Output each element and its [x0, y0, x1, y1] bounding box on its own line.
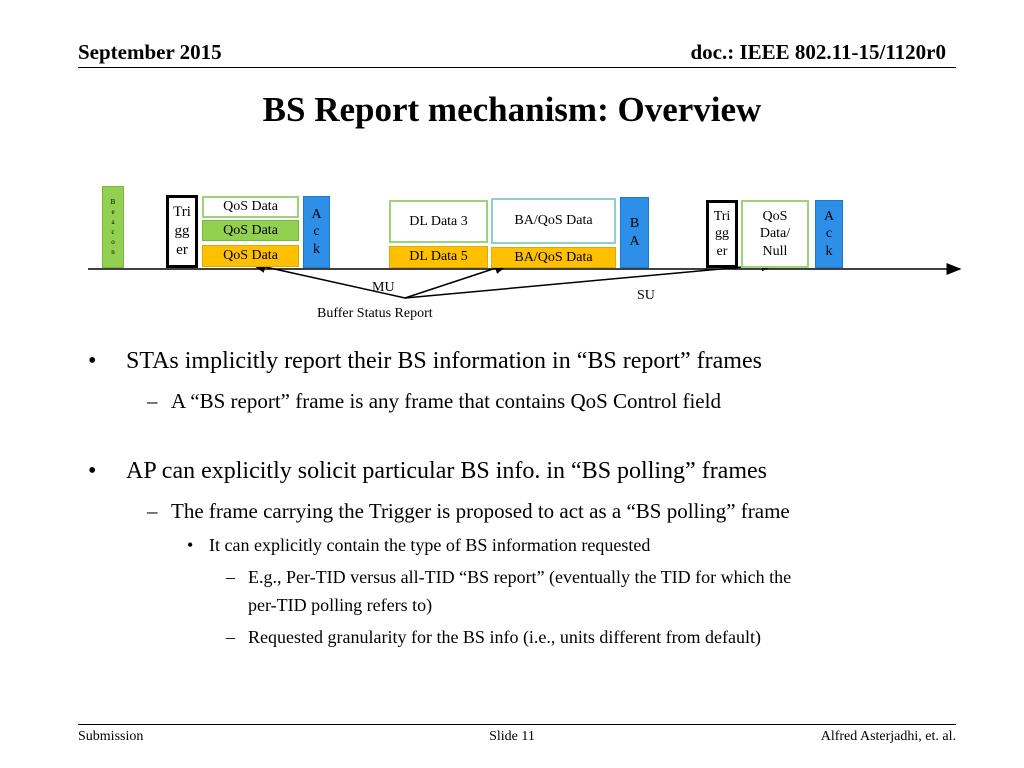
- bullet-dash: –: [226, 567, 235, 587]
- trigger-text: Tri: [713, 208, 731, 224]
- beacon-letter: e: [111, 207, 115, 216]
- bullet-dash: –: [147, 499, 158, 523]
- bullet-2-1-1-2-text: Requested granularity for the BS info (i.e., units different from default): [248, 627, 762, 647]
- su-label: SU: [637, 288, 655, 303]
- dl-data-3-frame: DL Data 3: [389, 200, 488, 243]
- dl-data-5-frame: DL Data 5: [389, 246, 488, 268]
- bullet-2-text: AP can explicitly solicit particular BS info. in “BS polling” frames: [126, 458, 767, 484]
- beacon-letter: o: [111, 238, 115, 247]
- ba-letter: B: [629, 216, 640, 231]
- bullet-dash: –: [147, 389, 158, 413]
- qos-data-frame-3: QoS Data: [202, 245, 299, 267]
- ba-qos-data-frame-2: BA/QoS Data: [491, 247, 616, 268]
- header-rule: [78, 67, 956, 68]
- bullet-dash: –: [226, 627, 235, 647]
- ba-frame: [620, 197, 649, 268]
- footer-rule: [78, 724, 956, 725]
- buffer-status-report-label: Buffer Status Report: [317, 306, 433, 321]
- trigger-text: er: [176, 241, 188, 258]
- beacon-letter: c: [111, 228, 115, 236]
- ack-frame-1: [303, 196, 330, 268]
- trigger-text: Tri: [173, 204, 191, 221]
- footer-slide-number: Slide 11: [489, 729, 535, 744]
- qos-null-frame: [741, 200, 809, 268]
- slide-title: BS Report mechanism: Overview: [262, 90, 762, 129]
- beacon-letter: B: [110, 197, 116, 206]
- bullet-dot: •: [88, 458, 97, 484]
- bullet-2-1-text: The frame carrying the Trigger is proposed to act as a “BS polling” frame: [171, 499, 790, 523]
- trigger-text: gg: [174, 223, 190, 240]
- beacon-letter: a: [111, 217, 115, 226]
- footer-authors: Alfred Asterjadhi, et. al.: [820, 729, 956, 744]
- trigger-frame-1: [166, 195, 198, 268]
- ack-frame-2: [815, 200, 843, 268]
- mu-label: MU: [372, 280, 395, 295]
- qos-null-text: Null: [762, 243, 788, 259]
- bullet-2-1-1-text: It can explicitly contain the type of BS information requested: [209, 535, 651, 555]
- timeline-diagram: [0, 180, 1024, 325]
- bullet-2-1-1-1-text-line1: E.g., Per-TID versus all-TID “BS report” (eventually the TID for which the: [248, 567, 792, 587]
- header-date: September 2015: [78, 40, 222, 64]
- ack-letter: k: [825, 243, 833, 259]
- ba-letter: A: [629, 233, 640, 249]
- qos-data-frame-2: QoS Data: [202, 220, 299, 241]
- bullet-dot: •: [88, 348, 97, 374]
- ack-letter: A: [311, 206, 322, 222]
- bullet-2-1-1-1-text-line2: per-TID polling refers to): [248, 595, 433, 615]
- trigger-text: gg: [715, 226, 729, 242]
- ack-letter: A: [823, 208, 835, 224]
- footer-left: Submission: [78, 729, 144, 744]
- ack-letter: c: [825, 226, 833, 242]
- ack-letter: k: [313, 241, 320, 257]
- beacon-frame: [102, 186, 124, 268]
- bullet-dot: •: [187, 535, 194, 555]
- trigger-text: er: [716, 243, 728, 259]
- header-doc-id: doc.: IEEE 802.11-15/1120r0: [690, 40, 946, 64]
- qos-data-frame-1: QoS Data: [202, 196, 299, 218]
- ba-qos-data-frame-1: BA/QoS Data: [491, 198, 616, 244]
- bullet-1-text: STAs implicitly report their BS information in “BS report” frames: [126, 348, 762, 374]
- qos-null-text: Data/: [759, 226, 791, 242]
- trigger-frame-2: [706, 200, 738, 268]
- beacon-letter: n: [111, 248, 115, 257]
- bullet-1-1-text: A “BS report” frame is any frame that contains QoS Control field: [171, 389, 721, 413]
- ack-letter: c: [313, 224, 320, 240]
- qos-null-text: QoS: [762, 208, 788, 224]
